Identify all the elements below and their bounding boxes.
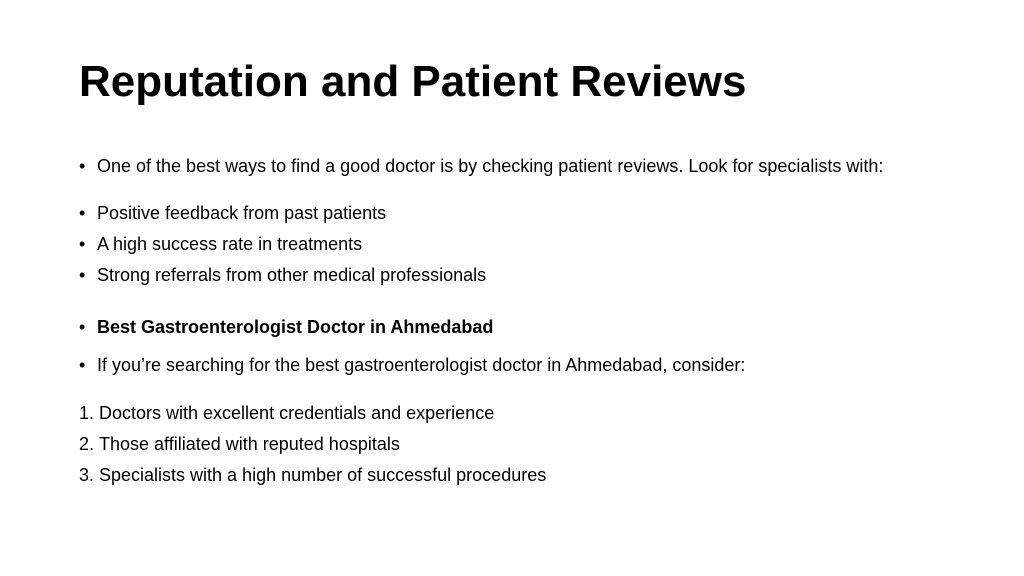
bullet-text: Positive feedback from past patients: [97, 203, 387, 223]
bullet-text: Strong referrals from other medical professionals: [97, 265, 487, 285]
bullet-item-criteria-2: [79, 233, 362, 255]
bullet-item-search-intro: [79, 354, 745, 376]
bullet-marker: •: [79, 265, 86, 285]
bullet-item-intro: [79, 155, 883, 177]
numbered-text: Doctors with excellent credentials and experience: [99, 403, 495, 423]
subheading-text: Best Gastroenterologist Doctor in Ahmedabad: [97, 317, 494, 337]
bullet-marker: •: [79, 234, 86, 254]
list-number: 2.: [79, 434, 95, 454]
numbered-item-1: [79, 402, 494, 424]
slide-title: Reputation and Patient Reviews: [79, 57, 747, 106]
bullet-text: A high success rate in treatments: [97, 234, 363, 254]
list-number: 1.: [79, 403, 95, 423]
numbered-item-2: [79, 433, 400, 455]
bullet-text: If you’re searching for the best gastroenterologist doctor in Ahmedabad, consider:: [97, 355, 746, 375]
list-number: 3.: [79, 465, 95, 485]
bullet-marker: •: [79, 156, 86, 176]
bullet-item-subheading: [79, 316, 493, 338]
bullet-marker: •: [79, 203, 86, 223]
numbered-text: Specialists with a high number of successful procedures: [99, 465, 547, 485]
bullet-text: One of the best ways to find a good doctor is by checking patient reviews. Look for specialists with:: [97, 156, 884, 176]
bullet-item-criteria-1: [79, 202, 386, 224]
numbered-item-3: [79, 464, 546, 486]
numbered-text: Those affiliated with reputed hospitals: [99, 434, 400, 454]
bullet-marker: •: [79, 317, 86, 337]
bullet-marker: •: [79, 355, 86, 375]
bullet-item-criteria-3: [79, 264, 486, 286]
